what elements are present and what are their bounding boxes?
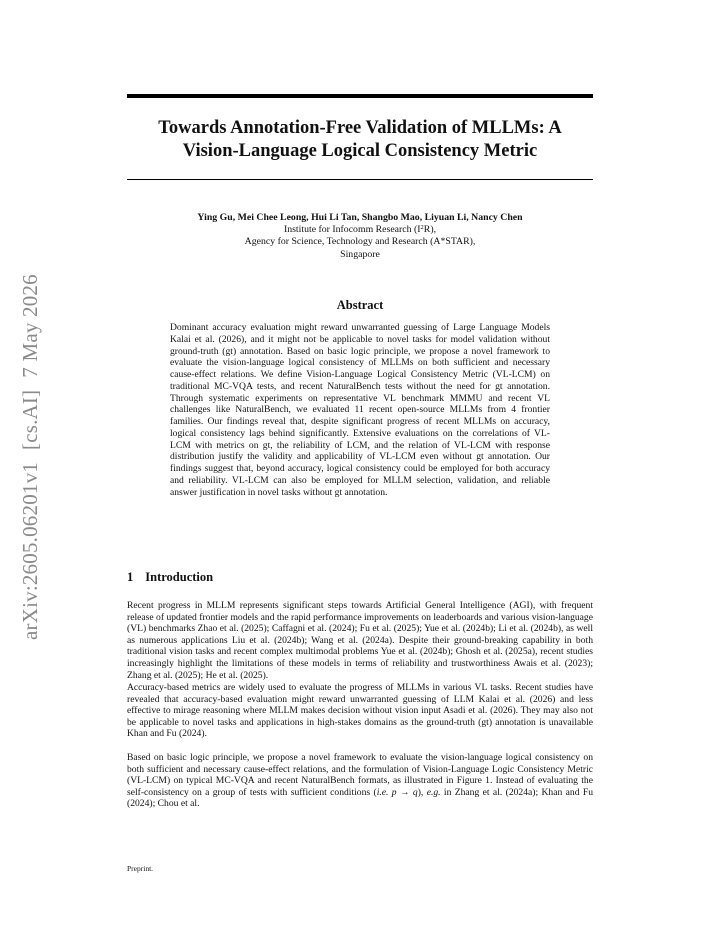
- intro-p3-eg: e.g.: [426, 786, 441, 798]
- affiliation-superscript: 2: [420, 224, 424, 232]
- title-line-1: Towards Annotation-Free Validation of MLLMs: A: [158, 118, 562, 138]
- intro-paragraph-3: [127, 752, 593, 810]
- intro-p3-text-b: ),: [417, 786, 427, 798]
- preprint-footer: Preprint.: [127, 864, 154, 873]
- abstract-text: Dominant accuracy evaluation might reward unwarranted guessing of Large Language Models Kalai et al. (2026), and it might not be applicable to novel tasks for model validation without ground-truth (gt) annotation. Based on basic logic principle, we propose a novel framework to evaluate the vision-language logical consistency of MLLMs on both sufficient and necessary cause-effect relations. We define Vision-Language Logical Consistency Metric (VL-LCM) on traditional MC-VQA tests, and recent NaturalBench tests without the need for gt annotation. Through systematic experiments on representative VL benchmark MMMU and recent VL challenges like NaturalBench, we evaluated 11 recent open-source MLLMs from 4 frontier families. Our findings reveal that, despite significant progress of recent MLLMs on accuracy, logical consistency lags behind significantly. Extensive evaluations on the correlations of VL-LCM with metrics on gt, the reliability of LCM, and the relation of VL-LCM with response distribution justify the validity and applicability of VL-LCM even without gt annotation. Our findings suggest that, beyond accuracy, logical consistency could be employed for both accuracy and reliability. VL-LCM can also be employed for MLLM selection, validation, and reliable answer justification in novel tasks without gt annotation.: [170, 322, 550, 498]
- section-heading-introduction: [127, 570, 593, 585]
- intro-paragraph-1: Recent progress in MLLM represents significant steps towards Artificial General Intelligence (AGI), with frequent release of updated frontier models and the rapid performance improvements on leaderboards and various vision-language (VL) benchmarks Zhao et al. (2025); Caffagni et al. (2024); Fu et al. (2025); Yue et al. (2024b); Li et al. (2024b), as well as numerous applications Liu et al. (2024b); Wang et al. (2024a). Despite their ground-breaking capability in both traditional vision tasks and recent complex multimodal problems Yue et al. (2024b); Ghosh et al. (2025a), recent studies increasingly highlight the limitations of these models in terms of reliability and trustworthiness Awais et al. (2023); Zhang et al. (2025); He et al. (2025).: [127, 600, 593, 681]
- author-names: Ying Gu, Mei Chee Leong, Hui Li Tan, Shangbo Mao, Liyuan Li, Nancy Chen: [197, 212, 523, 223]
- arxiv-category: [cs.AI]: [18, 389, 42, 450]
- arxiv-id[interactable]: arXiv:2605.06201v1: [18, 462, 42, 640]
- section-title: Introduction: [145, 570, 214, 584]
- abstract-heading: Abstract: [336, 298, 384, 312]
- intro-paragraph-2: Accuracy-based metrics are widely used to evaluate the progress of MLLMs in various VL tasks. Recent studies have revealed that accuracy-based evaluation might reward unwarranted guessing of LLM Kalai et al. (2026) and less effective to mirage reasoning where MLLM makes decision without vision input Asadi et al. (2026). They may also not be applicable to novel tasks and applications in high-stakes domains as the ground-truth (gt) annotation is unavailable Khan and Fu (2024).: [127, 682, 593, 740]
- section-number: 1: [127, 570, 134, 584]
- intro-p3-ie: i.e.: [376, 786, 389, 798]
- intro-p3-text-c: in Zhang et al. (2024a); Khan and Fu (2024); Chou et al.: [127, 786, 593, 810]
- intro-p3-formula: p → q: [391, 786, 418, 798]
- title-bottom-rule: [127, 179, 593, 180]
- arxiv-stamp: [18, 262, 43, 640]
- affiliation-institute: [127, 224, 593, 236]
- affiliation-suffix: R),: [423, 224, 437, 236]
- affiliation-agency: Agency for Science, Technology and Research (A*STAR),: [244, 236, 476, 248]
- paper-title: [127, 117, 593, 163]
- author-block: [127, 212, 593, 261]
- arxiv-date: 7 May 2026: [18, 274, 42, 378]
- affiliation-country: Singapore: [340, 248, 380, 260]
- affiliation-prefix: Institute for Infocomm Research (I: [283, 224, 421, 236]
- intro-p3-text-a: Based on basic logic principle, we propose a novel framework to evaluate the vision-language logical consistency on both sufficient and necessary cause-effect relations, and the formulation of Vision-Language Logic Consistency Metric (VL-LCM) on typical MC-VQA and recent NaturalBench formats, as illustrated in Figure 1. Instead of evaluating the self-consistency on a group of tests with sufficient conditions (: [127, 752, 593, 798]
- title-top-rule: [127, 94, 593, 98]
- title-line-2: Vision-Language Logical Consistency Metric: [182, 141, 538, 161]
